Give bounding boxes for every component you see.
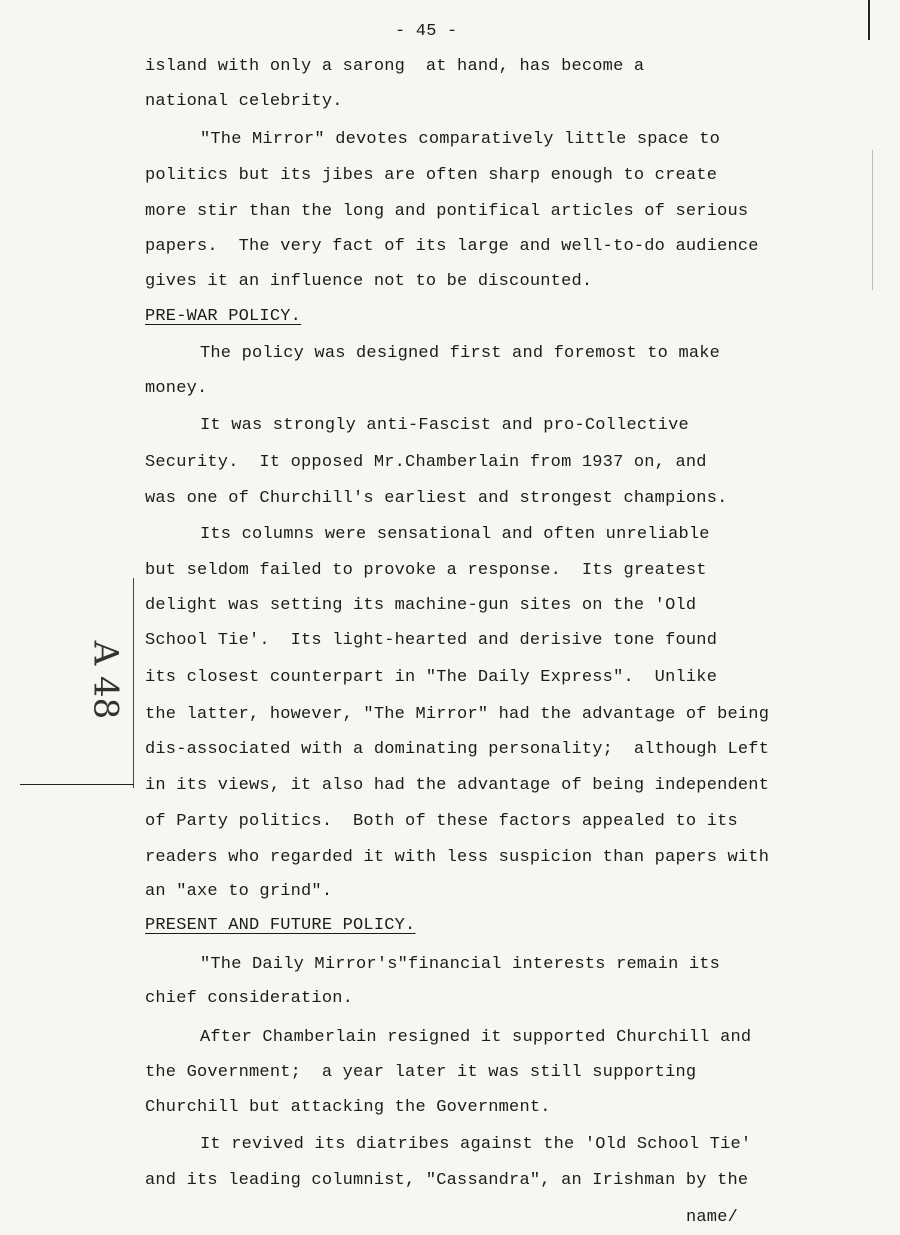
text-line: its closest counterpart in "The Daily Express". Unlike (145, 668, 718, 687)
margin-pointer-line (20, 784, 134, 785)
text-line: Its columns were sensational and often unreliable (200, 525, 710, 544)
text-line: but seldom failed to provoke a response. Its greatest (145, 561, 707, 580)
text-line: in its views, it also had the advantage of being independent (145, 776, 770, 795)
text-line: Security. It opposed Mr.Chamberlain from 1937 on, and (145, 453, 707, 472)
text-line: an "axe to grind". (145, 882, 333, 901)
text-line: After Chamberlain resigned it supported Churchill and (200, 1028, 752, 1047)
text-line: readers who regarded it with less suspicion than papers with (145, 848, 770, 867)
text-line: of Party politics. Both of these factors appealed to its (145, 812, 738, 831)
handwritten-margin-note: A 48 (85, 640, 126, 720)
text-line: was one of Churchill's earliest and strongest champions. (145, 489, 728, 508)
text-line: more stir than the long and pontifical articles of serious (145, 202, 749, 221)
margin-bracket (133, 578, 134, 788)
edge-mark-faint (872, 150, 873, 290)
text-line: School Tie'. Its light-hearted and derisive tone found (145, 631, 718, 650)
text-line: delight was setting its machine-gun sites on the 'Old (145, 596, 697, 615)
catchword: name/ (686, 1208, 739, 1227)
text-line: "The Mirror" devotes comparatively little space to (200, 130, 721, 149)
section-heading: PRESENT AND FUTURE POLICY. (145, 916, 416, 935)
text-line: money. (145, 379, 208, 398)
text-line: dis-associated with a dominating personality; although Left (145, 740, 770, 759)
text-line: politics but its jibes are often sharp enough to create (145, 166, 718, 185)
text-line: national celebrity. (145, 92, 343, 111)
text-line: "The Daily Mirror's"financial interests remain its (200, 955, 721, 974)
text-line: papers. The very fact of its large and well-to-do audience (145, 237, 759, 256)
page-number: - 45 - (395, 22, 458, 41)
text-line: the latter, however, "The Mirror" had the advantage of being (145, 705, 770, 724)
text-line: island with only a sarong at hand, has become a (145, 57, 645, 76)
text-line: and its leading columnist, "Cassandra", an Irishman by the (145, 1171, 749, 1190)
edge-mark (868, 0, 870, 40)
text-line: The policy was designed first and foremost to make (200, 344, 721, 363)
text-line: Churchill but attacking the Government. (145, 1098, 551, 1117)
text-line: It was strongly anti-Fascist and pro-Collective (200, 416, 689, 435)
text-line: chief consideration. (145, 989, 354, 1008)
text-line: gives it an influence not to be discounted. (145, 272, 593, 291)
text-line: It revived its diatribes against the 'Old School Tie' (200, 1135, 752, 1154)
text-line: the Government; a year later it was still supporting (145, 1063, 697, 1082)
section-heading: PRE-WAR POLICY. (145, 307, 302, 326)
